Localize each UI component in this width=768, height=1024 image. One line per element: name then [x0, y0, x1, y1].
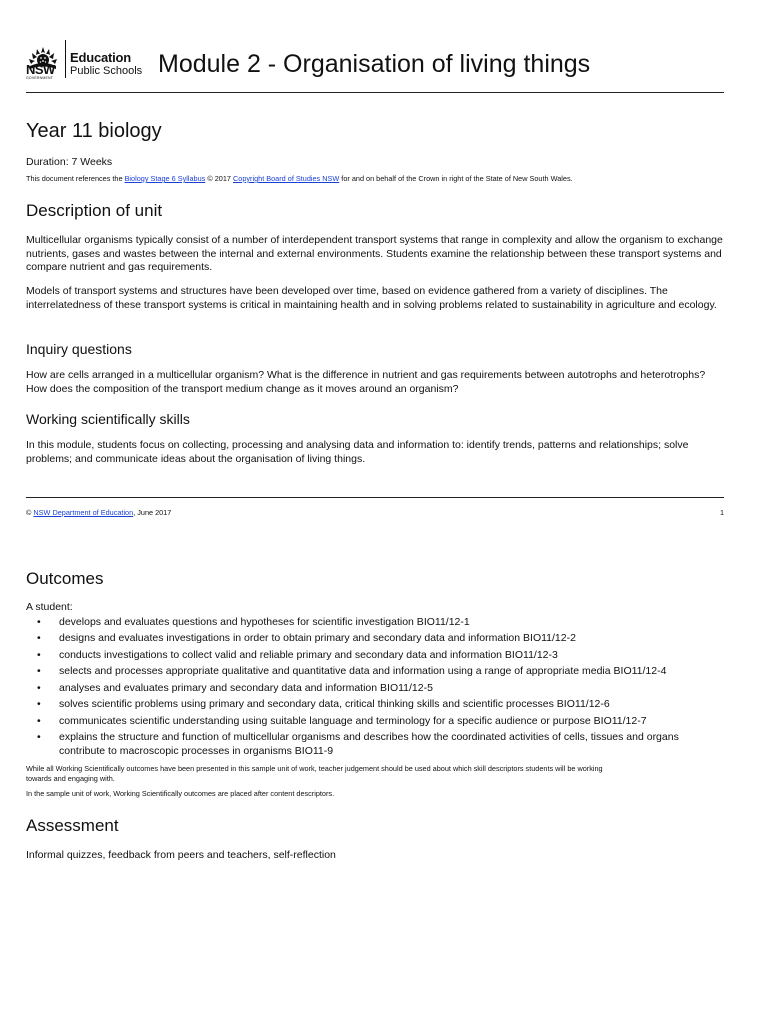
- working-scientifically-heading: Working scientifically skills: [26, 411, 190, 427]
- list-item: [26, 616, 716, 629]
- outcome-text: communicates scientific understanding using suitable language and terminology for a specific audience or purpose BIO11/12-7: [59, 714, 647, 727]
- inquiry-heading: Inquiry questions: [26, 341, 132, 357]
- reference-middle: © 2017: [205, 174, 233, 183]
- list-item: [26, 632, 716, 645]
- outcomes-list: [26, 616, 716, 761]
- description-paragraph-2: Models of transport systems and structures have been developed over time, based on evidence gathered from a variety of disciplines. The interrelatedness of these transport systems is critical in maintaining health and in solving problems related to sustainability in agriculture and ecology.: [26, 285, 717, 311]
- bullet: •: [37, 616, 41, 628]
- list-item: [26, 698, 716, 711]
- footer-rule: [26, 497, 724, 498]
- year-heading: Year 11 biology: [26, 120, 162, 142]
- list-item: [26, 731, 716, 758]
- description-paragraph-1: Multicellular organisms typically consist of a number of interdependent transport systems that range in complexity and allow the organism to exchange nutrients, gases and wastes between the internal and external environments. Students examine the relationship between these transport systems and compare nutrient and gas requirements.: [26, 234, 723, 273]
- outcomes-heading: Outcomes: [26, 569, 104, 588]
- working-scientifically-text: In this module, students focus on collecting, processing and analysing data and information to: identify trends, patterns and relationships; solve problems; and communicate ideas about the organisation of living things.: [26, 439, 689, 465]
- bullet: •: [37, 665, 41, 678]
- reference-prefix: This document references the: [26, 174, 125, 183]
- list-item: [26, 649, 716, 662]
- list-item: [26, 682, 716, 695]
- bullet: •: [37, 698, 41, 711]
- bullet: •: [37, 632, 41, 645]
- page-number: 1: [719, 508, 724, 517]
- outcomes-note-1-line-2: towards and engaging with.: [26, 774, 115, 783]
- logo-government-text: GOVERNMENT: [26, 76, 54, 80]
- copyright-board-link[interactable]: Copyright Board of Studies NSW: [233, 174, 340, 183]
- document-header: [26, 36, 724, 93]
- biology-syllabus-link[interactable]: Biology Stage 6 Syllabus: [124, 174, 206, 183]
- reference-suffix: for and on behalf of the Crown in right of the State of New South Wales.: [339, 174, 573, 183]
- bullet: •: [37, 681, 41, 694]
- outcome-text: explains the structure and function of multicellular organisms and describes how the coordinated activities of cells, tissues and organs contribute to macroscopic processes in organisms BIO11-9: [59, 731, 679, 757]
- nsw-education-logo: [26, 37, 154, 81]
- logo-public-schools-text: Public Schools: [70, 65, 143, 77]
- duration-text: Duration: 7 Weeks: [26, 156, 113, 168]
- footer-suffix: , June 2017: [133, 508, 172, 517]
- logo-divider: [65, 40, 66, 78]
- logo-nsw-text: NSW: [26, 62, 55, 77]
- outcome-text: analyses and evaluates primary and secondary data and information BIO11/12-5: [59, 681, 433, 694]
- outcome-text: conducts investigations to collect valid and reliable primary and secondary data and information BIO11/12-3: [59, 648, 558, 661]
- footer-prefix: ©: [26, 508, 34, 517]
- footer-copyright: [26, 508, 724, 518]
- nsw-department-link[interactable]: NSW Department of Education: [33, 508, 134, 517]
- outcomes-intro: A student:: [26, 601, 73, 613]
- syllabus-reference: [26, 174, 724, 184]
- list-item: [26, 715, 716, 728]
- outcomes-note-1-line-1: While all Working Scientifically outcomes have been presented in this sample unit of work, teacher judgement should be used about which skill descriptors students will be working: [26, 764, 603, 773]
- outcome-text: designs and evaluates investigations in order to obtain primary and secondary data and information BIO11/12-2: [59, 632, 576, 645]
- logo-education-text: Education: [70, 50, 132, 65]
- outcome-text: solves scientific problems using primary and secondary data, critical thinking skills and scientific processes BIO11/12-6: [59, 698, 610, 711]
- document-title: Module 2 - Organisation of living things: [158, 50, 591, 78]
- bullet: •: [37, 648, 41, 661]
- outcome-text: develops and evaluates questions and hypotheses for scientific investigation BIO11/12-1: [59, 616, 470, 628]
- list-item: [26, 665, 716, 678]
- assessment-text: Informal quizzes, feedback from peers and teachers, self-reflection: [26, 849, 336, 861]
- outcomes-note-2: In the sample unit of work, Working Scientifically outcomes are placed after content descriptors.: [26, 789, 335, 798]
- bullet: •: [37, 714, 41, 727]
- inquiry-text: How are cells arranged in a multicellular organism? What is the difference in nutrient and gas requirements between autotrophs and heterotrophs? How does the composition of the transport medium change as it moves around an organism?: [26, 369, 706, 395]
- bullet: •: [37, 731, 41, 744]
- outcomes-note-1: [26, 764, 724, 784]
- outcome-text: selects and processes appropriate qualitative and quantitative data and information using a range of appropriate media BIO11/12-4: [59, 665, 667, 678]
- description-heading: Description of unit: [26, 201, 163, 220]
- assessment-heading: Assessment: [26, 816, 119, 835]
